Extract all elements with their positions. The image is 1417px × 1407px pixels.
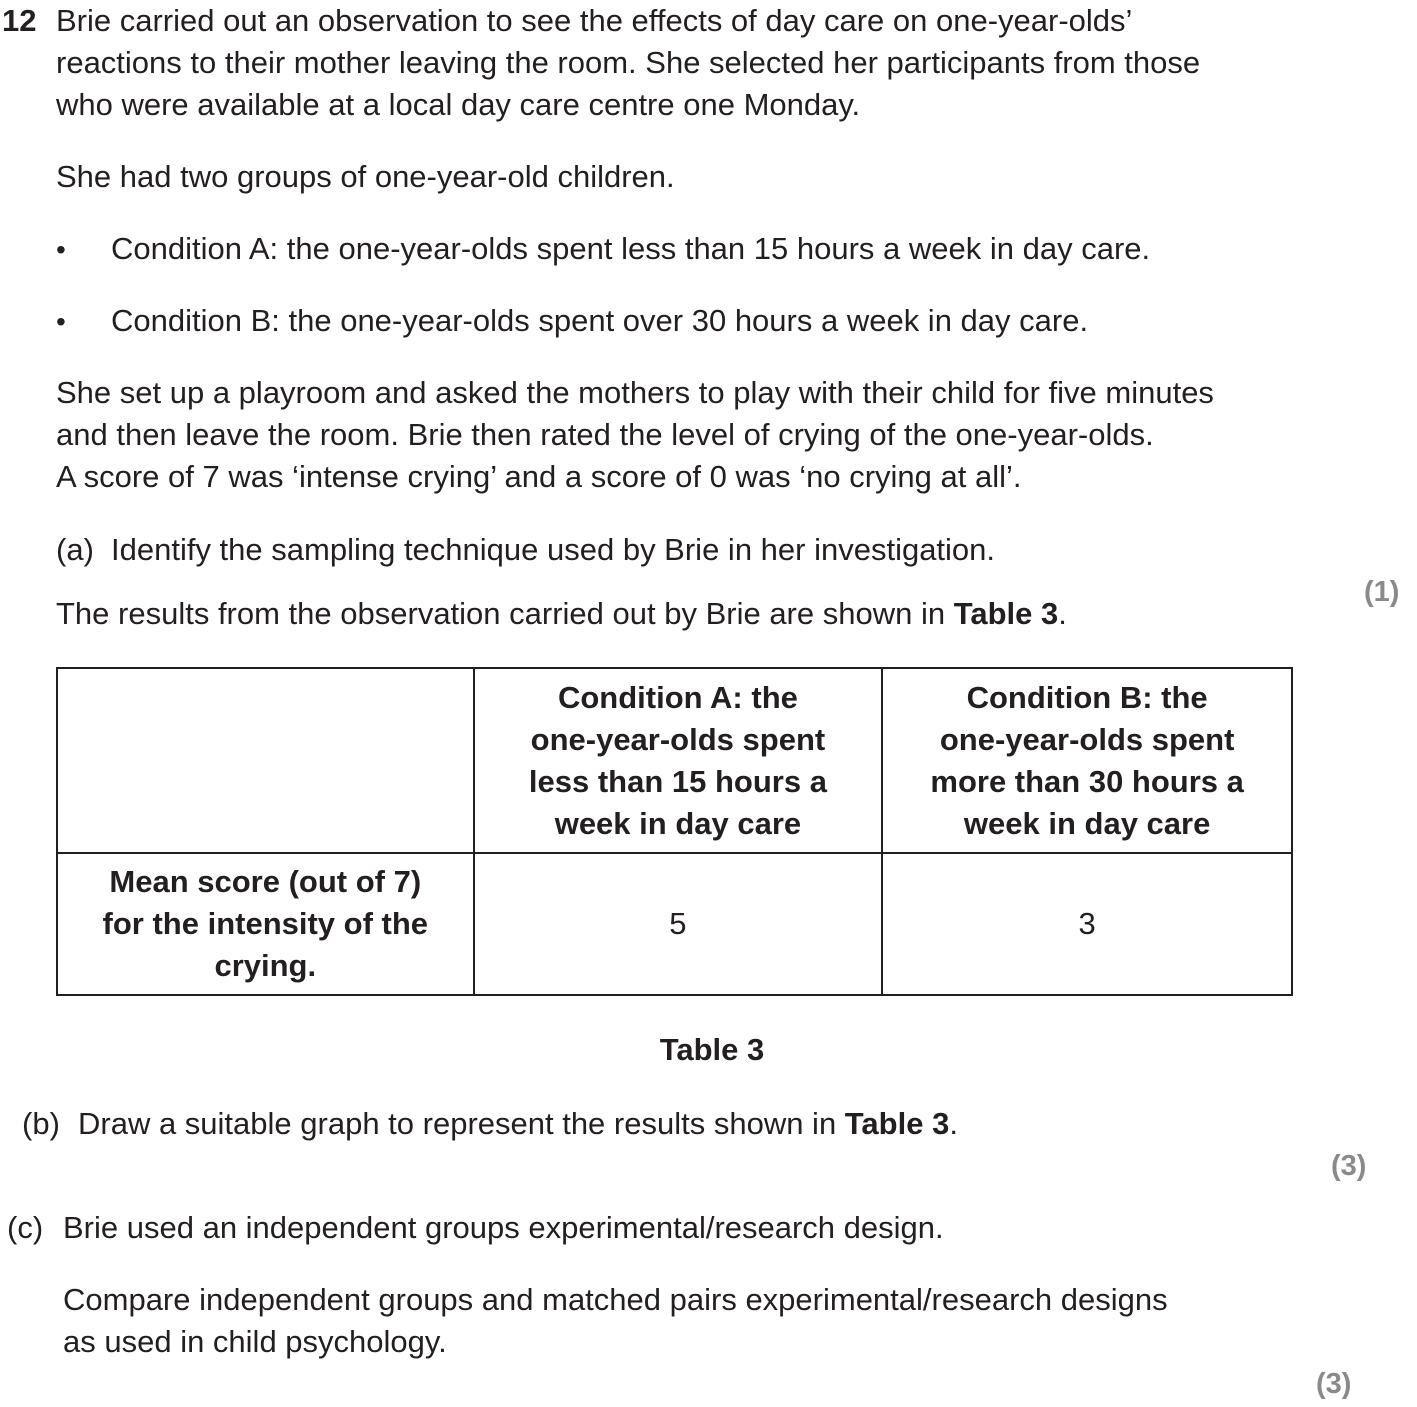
intro-line-1: Brie carried out an observation to see the effects of day care on one-year-olds’ — [56, 3, 1133, 38]
header-a-line: Condition A: the — [557, 679, 798, 715]
header-a-line: week in day care — [554, 805, 802, 841]
part-b-text — [78, 1103, 958, 1145]
groups-intro: She had two groups of one-year-old children. — [56, 159, 675, 194]
table-header-condition-b — [882, 668, 1292, 853]
bullet-marker-2: • — [56, 306, 66, 337]
results-table — [56, 667, 1293, 996]
row-label-line: for the intensity of the — [102, 906, 429, 941]
intro-line-3: who were available at a local day care centre one Monday. — [56, 87, 861, 122]
procedure-line-2: and then leave the room. Brie then rated the level of crying of the one-year-olds. — [56, 417, 1154, 452]
table-caption: Table 3 — [659, 1032, 765, 1067]
row-label-line: crying. — [214, 948, 317, 983]
header-b-line: Condition B: the — [966, 679, 1208, 715]
part-b-label: (b) — [22, 1106, 60, 1141]
table-value-condition-b: 3 — [882, 853, 1292, 995]
procedure-line-1: She set up a playroom and asked the mothers to play with their child for five minutes — [56, 375, 1214, 410]
part-c-line-1: Brie used an independent groups experimental/research design. — [63, 1210, 944, 1245]
header-b-line: week in day care — [963, 805, 1211, 841]
table-header-empty-cell — [57, 668, 474, 853]
part-a-text: Identify the sampling technique used by Brie in her investigation. — [111, 532, 996, 567]
table-row-label — [57, 853, 474, 995]
part-c-line-2: Compare independent groups and matched pairs experimental/research designs — [63, 1282, 1168, 1317]
bullet-condition-b: Condition B: the one-year-olds spent over 30 hours a week in day care. — [111, 303, 1089, 338]
intro-line-2: reactions to their mother leaving the room. She selected her participants from those — [56, 45, 1201, 80]
part-c-label: (c) — [7, 1210, 44, 1245]
part-c-line-3: as used in child psychology. — [63, 1324, 447, 1359]
table-header-condition-a — [474, 668, 883, 853]
header-a-line: one-year-olds spent — [530, 721, 826, 757]
part-c-marks: (3) — [1316, 1368, 1352, 1400]
procedure-line-3: A score of 7 was ‘intense crying’ and a score of 0 was ‘no crying at all’. — [56, 459, 1022, 494]
results-intro-text: The results from the observation carried out by Brie are shown in — [56, 596, 954, 631]
results-intro — [56, 593, 1067, 635]
part-b-text-end: . — [949, 1106, 958, 1141]
part-b-table-ref: Table 3 — [844, 1106, 950, 1141]
table-header-row — [57, 668, 1292, 853]
table-value-condition-a: 5 — [474, 853, 883, 995]
results-intro-table-ref: Table 3 — [953, 596, 1059, 631]
results-intro-end: . — [1058, 596, 1067, 631]
part-b-marks: (3) — [1331, 1150, 1367, 1182]
header-b-line: one-year-olds spent — [939, 721, 1235, 757]
header-a-line: less than 15 hours a — [528, 763, 827, 799]
bullet-condition-a: Condition A: the one-year-olds spent less than 15 hours a week in day care. — [111, 231, 1151, 266]
row-label-line: Mean score (out of 7) — [109, 864, 422, 899]
bullet-marker-1: • — [56, 234, 66, 265]
question-number: 12 — [2, 3, 37, 38]
part-a-label: (a) — [56, 532, 94, 567]
header-b-line: more than 30 hours a — [930, 763, 1244, 799]
part-a-marks: (1) — [1364, 576, 1400, 608]
table-row — [57, 853, 1292, 995]
part-b-text-main: Draw a suitable graph to represent the results shown in — [78, 1106, 845, 1141]
